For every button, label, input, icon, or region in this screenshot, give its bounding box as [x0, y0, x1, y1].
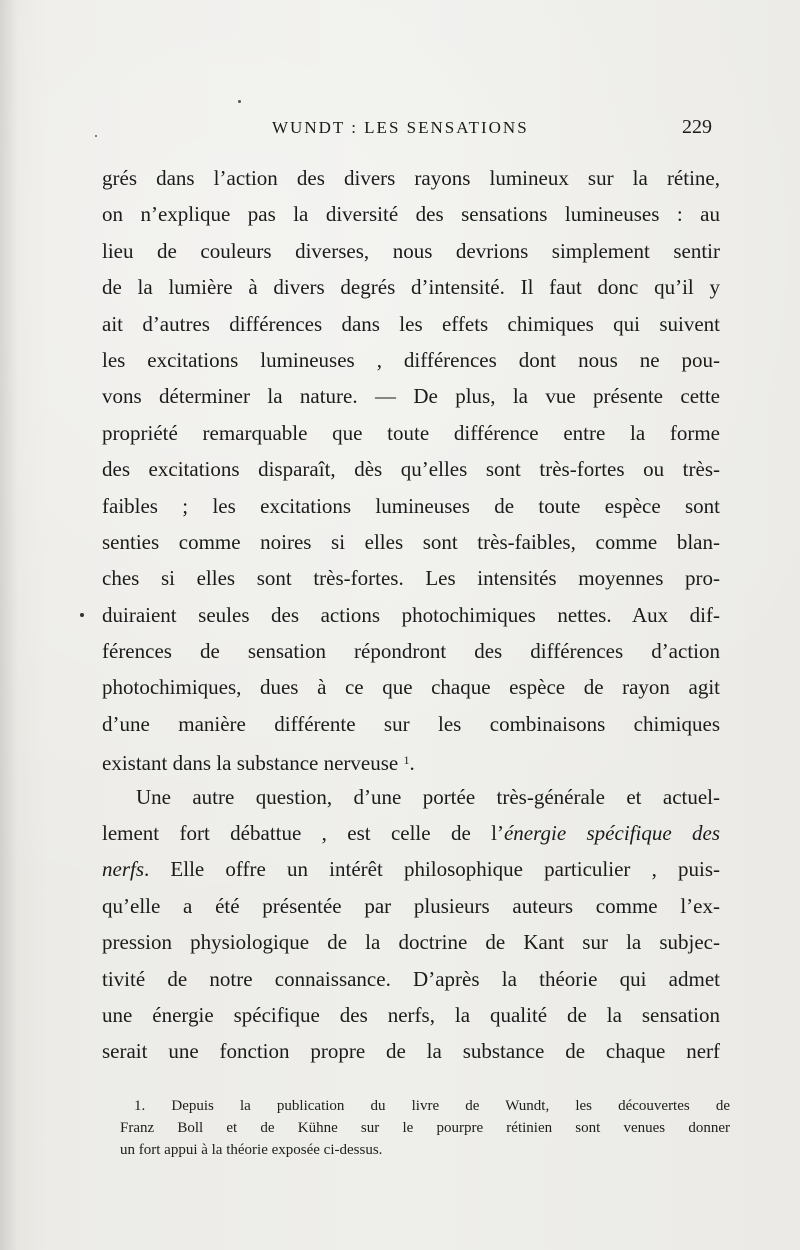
text-line: ches si elles sont très-fortes. Les intensités moyennes pro- [102, 566, 720, 591]
text-line: serait une fonction propre de la substance de chaque nerf [102, 1039, 720, 1064]
text-segment: . Elle offre un intérêt philosophique particulier , puis- [144, 857, 720, 882]
footnote-reference-suffix: . [409, 751, 415, 776]
text-line: une énergie spécifique des nerfs, la qualité de la sensation [102, 1002, 720, 1027]
text-line: de la lumière à divers degrés d’intensité. Il faut donc qu’il y [102, 275, 720, 300]
text-line: ait d’autres différences dans les effets chimiques qui suivent [102, 311, 720, 336]
footnote-reference: 1 [403, 753, 410, 768]
text-line: senties comme noires si elles sont très-faibles, comme blan- [102, 529, 720, 554]
body-text [102, 160, 720, 1070]
footnote-line: Franz Boll et de Kühne sur le pourpre rétinien sont venues donner [120, 1120, 730, 1136]
text-line: d’une manière différente sur les combinaisons chimiques [102, 711, 720, 736]
running-head: WUNDT : LES SENSATIONS [272, 118, 529, 137]
page-gutter-shadow [0, 0, 18, 1250]
text-segment: lement fort débattue , est celle de l’ [102, 821, 504, 846]
page-header [100, 118, 712, 148]
text-line: férences de sensation répondront des différences d’action [102, 639, 720, 664]
text-line: on n’explique pas la diversité des sensations lumineuses : au [102, 202, 720, 227]
text-line: faibles ; les excitations lumineuses de toute espèce sont [102, 493, 720, 518]
text-line [102, 742, 720, 778]
italic-term: nerfs [102, 857, 144, 882]
text-line: qu’elle a été présentée par plusieurs auteurs comme l’ex- [102, 893, 720, 918]
paper-speck [238, 100, 241, 103]
text-line: vons déterminer la nature. — De plus, la vue présente cette [102, 384, 720, 409]
text-line: grés dans l’action des divers rayons lumineux sur la rétine, [102, 166, 720, 190]
paper-speck [95, 135, 97, 137]
text-line: tivité de notre connaissance. D’après la théorie qui admet [102, 966, 720, 991]
text-line: duiraient seules des actions photochimiques nettes. Aux dif- [102, 602, 720, 627]
text-line [102, 815, 720, 851]
footnote-line: 1. Depuis la publication du livre de Wundt, les découvertes de [134, 1098, 730, 1114]
text-segment: existant dans la substance nerveuse [102, 751, 399, 776]
italic-term: énergie spécifique des [503, 821, 720, 846]
footnote-line: un fort appui à la théorie exposée ci-dessus. [120, 1142, 383, 1158]
margin-mark [80, 613, 84, 617]
text-line: propriété remarquable que toute différence entre la forme [102, 420, 720, 445]
text-line [102, 851, 720, 887]
text-line: les excitations lumineuses , différences dont nous ne pou- [102, 347, 720, 372]
text-line: photochimiques, dues à ce que chaque espèce de rayon agit [102, 675, 720, 700]
text-line: des excitations disparaît, dès qu’elles sont très-fortes ou très- [102, 457, 720, 482]
page-number: 229 [682, 116, 712, 138]
text-line: lieu de couleurs diverses, nous devrions simplement sentir [102, 238, 720, 263]
footnote [120, 1095, 730, 1161]
text-line: pression physiologique de la doctrine de Kant sur la subjec- [102, 930, 720, 955]
text-line: Une autre question, d’une portée très-générale et actuel- [136, 784, 720, 809]
